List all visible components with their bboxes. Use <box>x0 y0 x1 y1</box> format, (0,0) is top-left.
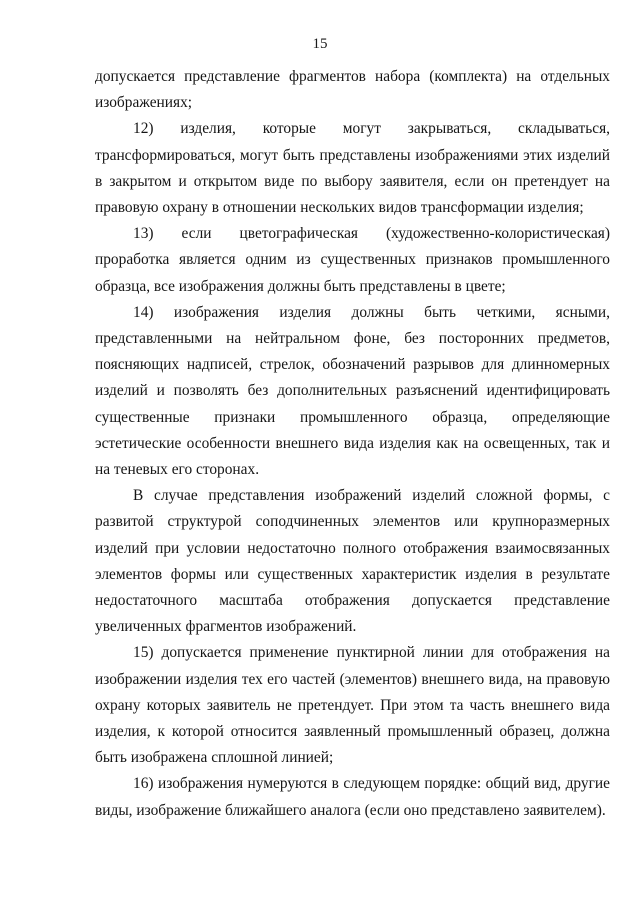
paragraph-item-16: 16) изображения нумеруются в следующем порядке: общий вид, другие виды, изображение ближайшего аналога (если оно представлено заявителем). <box>95 775 610 819</box>
paragraph-item-14: 14) изображения изделия должны быть четкими, ясными, представленными на нейтральном фоне, без посторонних предметов, поясняющих надписей, стрелок, обозначений разрывов для длинномерных изделий и позволять без дополнительных разъяснений идентифицировать существенные признаки промышленного образца, определяющие эстетические особенности внешнего вида изделия как на освещенных, так и на теневых его сторонах. <box>95 303 610 479</box>
paragraph-item-15: 15) допускается применение пунктирной линии для отображения на изображении изделия тех его частей (элементов) внешнего вида, на правовую охрану которых заявитель не претендует. При этом та часть внешнего вида изделия, к которой относится заявленный промышленный образец, должна быть изображена сплошной линией; <box>95 644 610 767</box>
paragraph-item-12: 12) изделия, которые могут закрываться, складываться, трансформироваться, могут быть представлены изображениями этих изделий в закрытом и открытом виде по выбору заявителя, если он претендует на правовую охрану в отношении нескольких видов трансформации изделия; <box>95 120 610 217</box>
paragraph-complex-shapes: В случае представления изображений изделий сложной формы, с развитой структурой соподчиненных элементов или крупноразмерных изделий при условии недостаточно полного отображения взаимосвязанных элементов формы или существенных характеристик изделия в результате недостаточного масштаба отображения допускается представление увеличенных фрагментов изображений. <box>95 487 610 636</box>
page-number: 15 <box>312 36 328 52</box>
body-text <box>95 64 610 824</box>
paragraph-continuation: допускается представление фрагментов набора (комплекта) на отдельных изображениях; <box>95 68 610 112</box>
paragraph-item-13: 13) если цветографическая (художественно-колористическая) проработка является одним из существенных признаков промышленного образца, все изображения должны быть представлены в цвете; <box>95 225 610 295</box>
